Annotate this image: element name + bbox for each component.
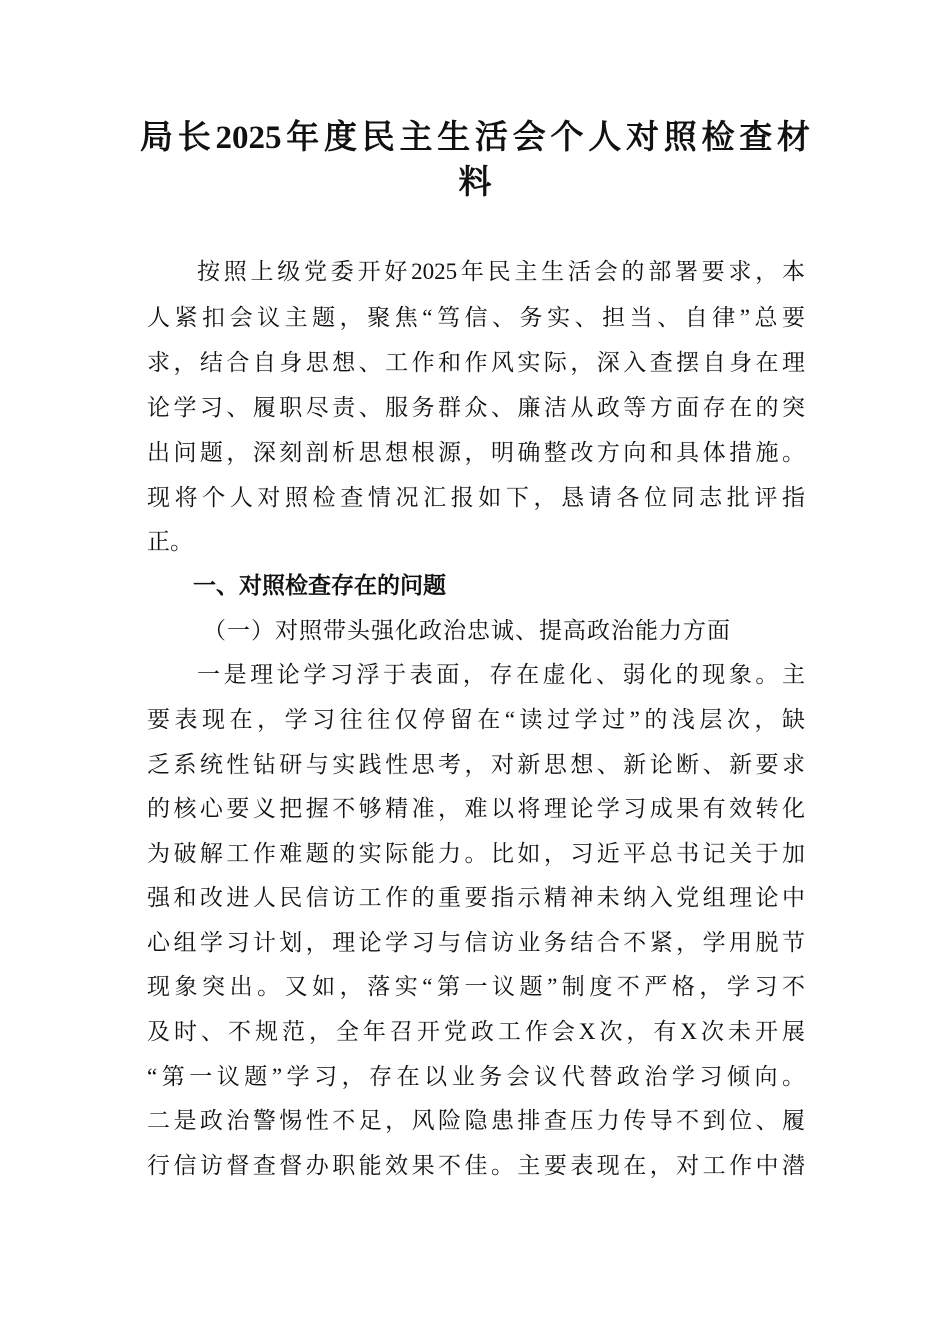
text-line: 要表现在，学习往往仅停留在“读过学过”的浅层次，缺	[147, 707, 805, 732]
text-line: “第一议题”学习，存在以业务会议代替政治学习倾向。	[147, 1064, 805, 1089]
text-line: 的核心要义把握不够精准，难以将理论学习成果有效转化	[147, 796, 805, 821]
subsection-heading: （一）对照带头强化政治忠诚、提高政治能力方面	[203, 618, 731, 643]
text-line: 行信访督查督办职能效果不佳。主要表现在，对工作中潜	[147, 1153, 805, 1178]
text-line: 一是理论学习浮于表面，存在虚化、弱化的现象。主	[197, 662, 805, 687]
text-line: 心组学习计划，理论学习与信访业务结合不紧，学用脱节	[147, 930, 805, 955]
text-line: 乏系统性钻研与实践性思考，对新思想、新论断、新要求	[147, 752, 805, 777]
text-line: 人紧扣会议主题，聚焦“笃信、务实、担当、自律”总要	[147, 305, 805, 330]
text-line: 强和改进人民信访工作的重要指示精神未纳入党组理论中	[147, 885, 805, 910]
text-line: 论学习、履职尽责、服务群众、廉洁从政等方面存在的突	[147, 395, 805, 420]
document-title-line-2: 料	[458, 165, 492, 201]
section-heading: 一、对照检查存在的问题	[193, 572, 446, 598]
text-line: 为破解工作难题的实际能力。比如，习近平总书记关于加	[147, 841, 805, 866]
text-line: 出问题，深刻剖析思想根源，明确整改方向和具体措施。	[147, 440, 805, 465]
document-title-line-1: 局长2025年度民主生活会个人对照检查材	[140, 120, 810, 156]
text-line: 二是政治警惕性不足，风险隐患排查压力传导不到位、履	[147, 1108, 805, 1133]
text-line: 及时、不规范，全年召开党政工作会X次，有X次未开展	[147, 1019, 805, 1044]
text-line: 现将个人对照检查情况汇报如下，恳请各位同志批评指	[147, 485, 805, 510]
text-line: 求，结合自身思想、工作和作风实际，深入查摆自身在理	[147, 350, 805, 375]
text-line: 现象突出。又如，落实“第一议题”制度不严格，学习不	[147, 974, 805, 999]
text-line: 正。	[147, 529, 193, 554]
text-line: 按照上级党委开好2025年民主生活会的部署要求，本	[197, 259, 805, 284]
